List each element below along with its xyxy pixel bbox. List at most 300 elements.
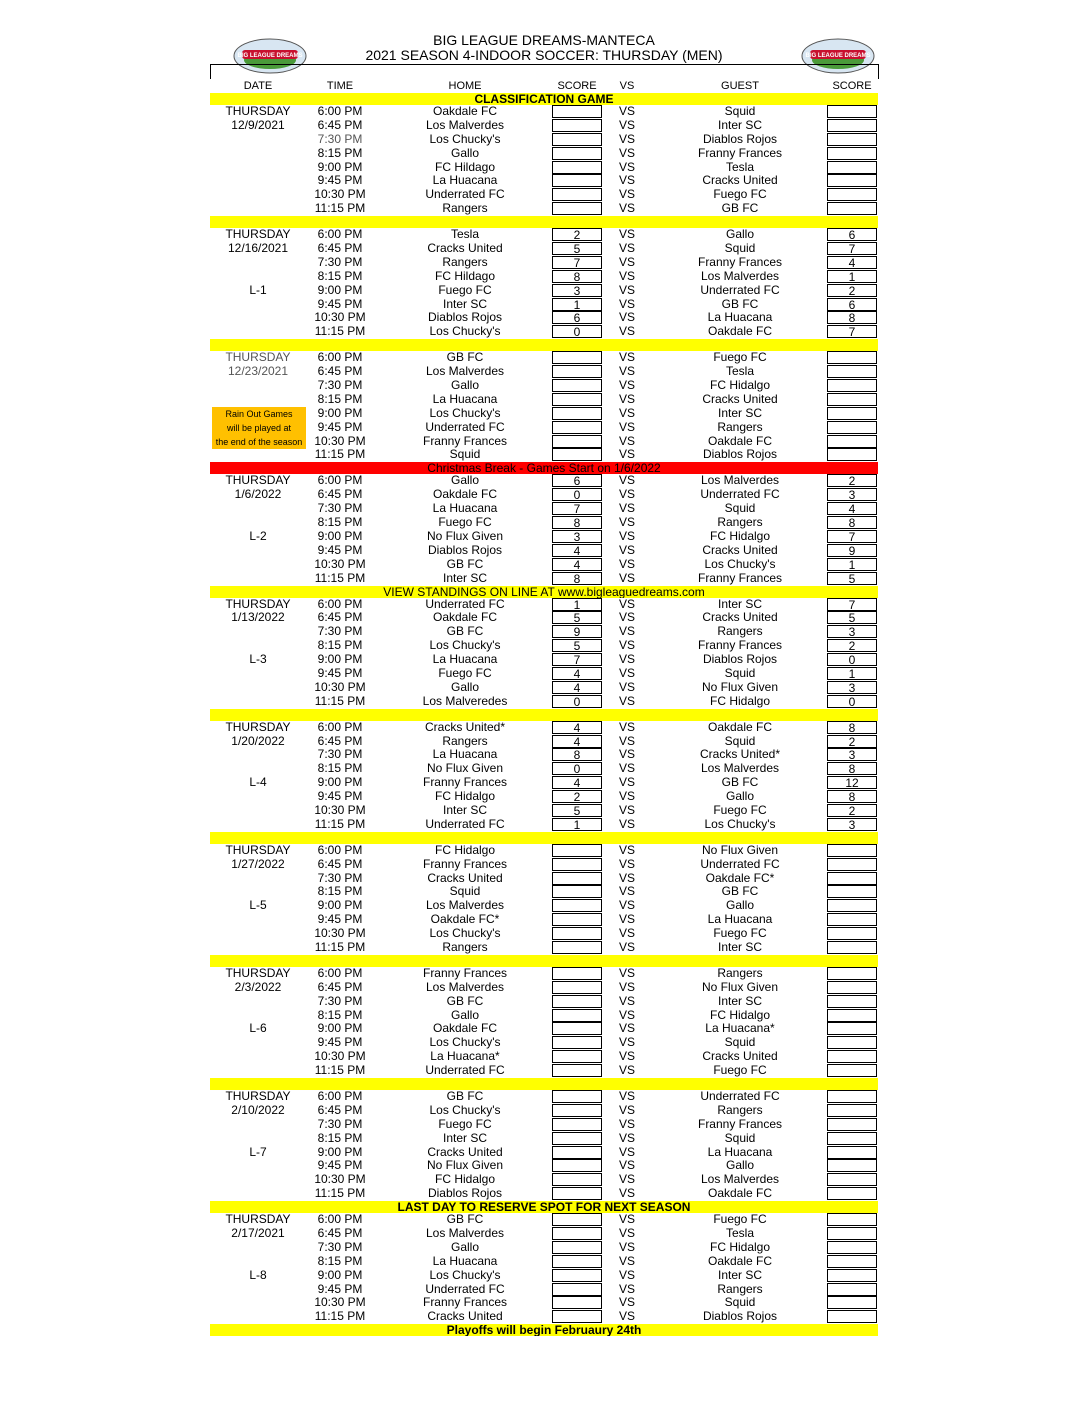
- game-row: [210, 133, 878, 147]
- game-time: 6:00 PM: [317, 842, 363, 857]
- home-score: 4: [552, 721, 602, 734]
- home-team: Los Chucky's: [429, 926, 501, 941]
- game-row: [210, 762, 878, 776]
- game-time: 9:45 PM: [317, 296, 363, 311]
- guest-score: 2: [827, 474, 877, 487]
- guest-team: Rangers: [717, 624, 763, 639]
- home-score: [552, 1296, 602, 1309]
- home-team: FC Hidalgo: [434, 1172, 496, 1187]
- home-score: 5: [552, 639, 602, 652]
- game-row: [210, 516, 878, 530]
- game-row: [210, 625, 878, 639]
- home-team: La Huacana: [432, 173, 498, 188]
- guest-score: [827, 1159, 877, 1172]
- rainout-line: the end of the season: [215, 436, 303, 447]
- week-label: L-2: [249, 528, 267, 543]
- week-block: [210, 1213, 878, 1324]
- home-team: Fuego FC: [438, 282, 492, 297]
- home-team: Fuego FC: [438, 665, 492, 680]
- guest-team: GB FC: [721, 201, 759, 216]
- vs-label: VS: [618, 1186, 635, 1201]
- vs-label: VS: [618, 378, 635, 393]
- home-score: 1: [552, 598, 602, 611]
- game-row: [210, 804, 878, 818]
- guest-team: Rangers: [717, 1102, 763, 1117]
- vs-label: VS: [618, 870, 635, 885]
- game-row: [210, 311, 878, 325]
- vs-label: VS: [618, 117, 635, 132]
- home-score: 1: [552, 818, 602, 831]
- vs-label: VS: [618, 310, 635, 325]
- game-row: [210, 407, 878, 421]
- game-time: 7:30 PM: [317, 131, 363, 146]
- game-time: 6:45 PM: [317, 117, 363, 132]
- game-row: [210, 1213, 878, 1227]
- home-team: Diablos Rojos: [427, 542, 503, 557]
- guest-team: FC Hidalgo: [709, 378, 771, 393]
- game-time: 7:30 PM: [317, 254, 363, 269]
- guest-team: Oakdale FC: [707, 433, 773, 448]
- guest-team: Squid: [724, 104, 756, 118]
- game-row: [210, 748, 878, 762]
- guest-score: [827, 1213, 877, 1226]
- vs-label: VS: [618, 405, 635, 420]
- page-subtitle: 2021 SEASON 4-INDOOR SOCCER: THURSDAY (MEN): [365, 47, 723, 63]
- guest-score: [827, 899, 877, 912]
- guest-score: [827, 1090, 877, 1103]
- vs-label: VS: [618, 816, 635, 831]
- game-time: 7:30 PM: [317, 378, 363, 393]
- guest-score: 3: [827, 818, 877, 831]
- game-row: [210, 228, 878, 242]
- home-team: No Flux Given: [426, 528, 504, 543]
- guest-score: 3: [827, 625, 877, 638]
- vs-label: VS: [618, 104, 635, 118]
- game-time: 6:00 PM: [317, 473, 363, 488]
- home-team: Rangers: [442, 254, 488, 269]
- game-time: 6:45 PM: [317, 1102, 363, 1117]
- game-time: 7:30 PM: [317, 624, 363, 639]
- home-team: Squid: [449, 447, 481, 462]
- home-score: [552, 1173, 602, 1186]
- game-row: [210, 885, 878, 899]
- guest-team: Squid: [724, 501, 756, 516]
- game-time: 9:00 PM: [317, 1021, 363, 1036]
- banner-playoffs: Playoffs will begin Februaury 24th: [210, 1324, 878, 1336]
- game-time: 6:00 PM: [317, 227, 363, 242]
- guest-team: GB FC: [721, 775, 759, 790]
- vs-label: VS: [618, 693, 635, 708]
- game-row: [210, 941, 878, 955]
- game-time: 11:15 PM: [314, 816, 366, 831]
- vs-label: VS: [618, 775, 635, 790]
- week-date: 12/23/2021: [227, 364, 289, 379]
- vs-label: VS: [618, 652, 635, 667]
- guest-team: No Flux Given: [701, 842, 779, 857]
- week-block: [210, 228, 878, 339]
- guest-team: Los Malverdes: [700, 473, 780, 488]
- game-row: [210, 256, 878, 270]
- game-row: [210, 681, 878, 695]
- vs-label: VS: [618, 993, 635, 1008]
- guest-team: Fuego FC: [713, 187, 767, 202]
- home-score: [552, 1213, 602, 1226]
- home-team: Gallo: [450, 145, 479, 160]
- home-score: 0: [552, 325, 602, 338]
- home-score: [552, 1132, 602, 1145]
- home-score: 3: [552, 530, 602, 543]
- game-row: [210, 379, 878, 393]
- guest-team: Diablos Rojos: [702, 131, 778, 146]
- home-score: 4: [552, 776, 602, 789]
- home-team: FC Hidalgo: [434, 789, 496, 804]
- home-team: Cracks United: [427, 870, 503, 885]
- week-separator: [210, 339, 878, 351]
- guest-team: Gallo: [725, 1158, 754, 1173]
- guest-team: Underrated FC: [700, 1089, 780, 1103]
- guest-team: Cracks United: [702, 1049, 778, 1064]
- guest-score: [827, 1173, 877, 1186]
- home-score: [552, 407, 602, 420]
- game-row: [210, 1022, 878, 1036]
- guest-score: 8: [827, 790, 877, 803]
- home-team: Gallo: [450, 473, 479, 488]
- guest-score: [827, 1255, 877, 1268]
- game-row: [210, 488, 878, 502]
- vs-label: VS: [618, 173, 635, 188]
- home-score: [552, 981, 602, 994]
- vs-label: VS: [618, 939, 635, 954]
- game-row: [210, 572, 878, 586]
- guest-score: [827, 941, 877, 954]
- home-score: 4: [552, 667, 602, 680]
- home-score: [552, 1187, 602, 1200]
- week-date: 2/10/2022: [231, 1102, 285, 1117]
- guest-team: Underrated FC: [700, 856, 780, 871]
- home-score: 5: [552, 611, 602, 624]
- guest-team: Franny Frances: [697, 638, 783, 653]
- guest-score: [827, 379, 877, 392]
- home-score: [552, 1146, 602, 1159]
- guest-score: [827, 202, 877, 215]
- home-team: GB FC: [446, 556, 484, 571]
- vs-label: VS: [618, 1295, 635, 1310]
- home-team: Cracks United*: [424, 719, 506, 734]
- col-time: TIME: [326, 80, 354, 92]
- guest-score: 7: [827, 530, 877, 543]
- banner-reserve: LAST DAY TO RESERVE SPOT FOR NEXT SEASON: [210, 1201, 878, 1213]
- home-team: Los Malverdes: [425, 898, 505, 913]
- home-score: [552, 1269, 602, 1282]
- guest-team: Squid: [724, 241, 756, 256]
- game-row: [210, 1187, 878, 1201]
- vs-label: VS: [618, 296, 635, 311]
- game-time: 6:00 PM: [317, 350, 363, 365]
- guest-team: La Huacana: [707, 1144, 773, 1159]
- home-team: Tesla: [450, 227, 479, 242]
- guest-team: Gallo: [725, 227, 754, 242]
- vs-label: VS: [618, 145, 635, 160]
- guest-team: Rangers: [717, 965, 763, 980]
- home-score: 8: [552, 748, 602, 761]
- home-score: [552, 1064, 602, 1077]
- game-row: [210, 995, 878, 1009]
- week-block: [210, 474, 878, 585]
- game-row: [210, 1050, 878, 1064]
- guest-team: Oakdale FC: [707, 1253, 773, 1268]
- home-score: 1: [552, 298, 602, 311]
- home-team: No Flux Given: [426, 761, 504, 776]
- vs-label: VS: [618, 501, 635, 516]
- guest-team: No Flux Given: [701, 679, 779, 694]
- game-time: 6:00 PM: [317, 1212, 363, 1227]
- game-time: 8:15 PM: [317, 145, 363, 160]
- guest-team: Cracks United: [702, 391, 778, 406]
- game-time: 10:30 PM: [314, 187, 366, 202]
- guest-score: [827, 1009, 877, 1022]
- home-score: 0: [552, 488, 602, 501]
- game-time: 9:45 PM: [317, 912, 363, 927]
- guest-team: Los Chucky's: [704, 816, 776, 831]
- game-time: 9:45 PM: [317, 1158, 363, 1173]
- home-team: Franny Frances: [422, 775, 508, 790]
- home-score: [552, 995, 602, 1008]
- svg-text:BIG LEAGUE DREAMS: BIG LEAGUE DREAMS: [237, 53, 303, 59]
- guest-score: 2: [827, 284, 877, 297]
- guest-score: 1: [827, 558, 877, 571]
- game-row: [210, 1104, 878, 1118]
- home-team: FC Hildago: [434, 159, 496, 174]
- game-time: 6:45 PM: [317, 733, 363, 748]
- game-time: 11:15 PM: [314, 1309, 366, 1324]
- home-score: [552, 379, 602, 392]
- vs-label: VS: [618, 570, 635, 585]
- game-time: 10:30 PM: [314, 1172, 366, 1187]
- guest-team: Oakdale FC: [707, 324, 773, 339]
- game-row: [210, 421, 878, 435]
- game-time: 9:00 PM: [317, 898, 363, 913]
- home-team: Underrated FC: [425, 419, 505, 434]
- guest-team: Franny Frances: [697, 145, 783, 160]
- week-separator: [210, 216, 878, 228]
- home-score: 4: [552, 544, 602, 557]
- game-row: [210, 844, 878, 858]
- game-row: [210, 927, 878, 941]
- vs-label: VS: [618, 926, 635, 941]
- vs-label: VS: [618, 419, 635, 434]
- week-date: 1/20/2022: [231, 733, 285, 748]
- guest-team: Inter SC: [717, 1267, 762, 1282]
- home-team: Cracks United: [427, 1144, 503, 1159]
- banner-christmas: Christmas Break - Games Start on 1/6/2022: [210, 462, 878, 474]
- guest-team: Tesla: [725, 1226, 754, 1241]
- game-row: [210, 474, 878, 488]
- col-home-score: SCORE: [557, 80, 597, 92]
- home-score: [552, 1050, 602, 1063]
- game-time: 9:00 PM: [317, 1144, 363, 1159]
- guest-team: No Flux Given: [701, 979, 779, 994]
- home-team: Oakdale FC: [432, 610, 498, 625]
- home-team: La Huacana: [432, 501, 498, 516]
- game-row: [210, 242, 878, 256]
- col-vs: VS: [619, 80, 635, 92]
- vs-label: VS: [618, 912, 635, 927]
- home-team: GB FC: [446, 350, 484, 365]
- guest-score: 5: [827, 611, 877, 624]
- week-block: [210, 967, 878, 1078]
- rainout-line: will be played at: [226, 422, 292, 433]
- home-team: Underrated FC: [425, 187, 505, 202]
- game-time: 6:45 PM: [317, 856, 363, 871]
- guest-team: Fuego FC: [713, 1212, 767, 1227]
- guest-team: Franny Frances: [697, 570, 783, 585]
- game-time: 10:30 PM: [314, 556, 366, 571]
- vs-label: VS: [618, 131, 635, 146]
- home-team: Diablos Rojos: [427, 1186, 503, 1201]
- game-row: [210, 776, 878, 790]
- home-score: 6: [552, 311, 602, 324]
- week-block: [210, 598, 878, 709]
- vs-label: VS: [618, 596, 635, 611]
- vs-label: VS: [618, 1267, 635, 1282]
- home-score: [552, 147, 602, 160]
- game-time: 9:00 PM: [317, 405, 363, 420]
- vs-label: VS: [618, 733, 635, 748]
- game-time: 6:00 PM: [317, 719, 363, 734]
- vs-label: VS: [618, 610, 635, 625]
- game-time: 9:00 PM: [317, 652, 363, 667]
- game-time: 11:15 PM: [314, 1063, 366, 1078]
- week-day: THURSDAY: [225, 965, 291, 980]
- week-label: L-6: [249, 1021, 267, 1036]
- week-date: 1/13/2022: [231, 610, 285, 625]
- week-day: THURSDAY: [225, 596, 291, 611]
- game-row: [210, 188, 878, 202]
- week-day: THURSDAY: [225, 104, 291, 118]
- game-time: 6:00 PM: [317, 596, 363, 611]
- game-row: [210, 1227, 878, 1241]
- home-team: Oakdale FC: [432, 487, 498, 502]
- game-row: [210, 858, 878, 872]
- guest-score: [827, 161, 877, 174]
- home-score: [552, 913, 602, 926]
- vs-label: VS: [618, 1158, 635, 1173]
- home-team: Rangers: [442, 201, 488, 216]
- week-label: L-5: [249, 898, 267, 913]
- guest-team: Squid: [724, 665, 756, 680]
- home-score: [552, 1036, 602, 1049]
- game-time: 11:15 PM: [314, 201, 366, 216]
- home-score: [552, 927, 602, 940]
- home-team: Cracks United: [427, 241, 503, 256]
- vs-label: VS: [618, 556, 635, 571]
- game-row: [210, 1269, 878, 1283]
- home-score: 5: [552, 242, 602, 255]
- guest-team: Inter SC: [717, 993, 762, 1008]
- game-time: 8:15 PM: [317, 1007, 363, 1022]
- guest-team: Diablos Rojos: [702, 447, 778, 462]
- home-team: Inter SC: [442, 570, 487, 585]
- vs-label: VS: [618, 282, 635, 297]
- guest-team: Inter SC: [717, 117, 762, 132]
- home-team: Los Chucky's: [429, 1035, 501, 1050]
- game-time: 6:45 PM: [317, 1226, 363, 1241]
- home-score: [552, 858, 602, 871]
- game-time: 9:00 PM: [317, 775, 363, 790]
- guest-team: Inter SC: [717, 405, 762, 420]
- week-date: 12/16/2021: [227, 241, 289, 256]
- guest-score: 8: [827, 311, 877, 324]
- week-date: 2/17/2021: [231, 1226, 285, 1241]
- home-score: [552, 1227, 602, 1240]
- home-team: GB FC: [446, 1089, 484, 1103]
- guest-team: Rangers: [717, 419, 763, 434]
- home-score: [552, 161, 602, 174]
- vs-label: VS: [618, 1089, 635, 1103]
- game-row: [210, 558, 878, 572]
- guest-score: 1: [827, 270, 877, 283]
- guest-score: [827, 435, 877, 448]
- home-score: [552, 188, 602, 201]
- guest-score: [827, 981, 877, 994]
- guest-team: Fuego FC: [713, 802, 767, 817]
- game-row: [210, 365, 878, 379]
- game-time: 7:30 PM: [317, 993, 363, 1008]
- game-row: [210, 639, 878, 653]
- guest-score: 7: [827, 598, 877, 611]
- game-row: [210, 1310, 878, 1324]
- guest-score: [827, 448, 877, 461]
- game-time: 9:45 PM: [317, 173, 363, 188]
- week-day: THURSDAY: [225, 1089, 291, 1103]
- game-row: [210, 818, 878, 832]
- vs-label: VS: [618, 747, 635, 762]
- home-score: [552, 885, 602, 898]
- game-row: [210, 448, 878, 462]
- game-time: 9:00 PM: [317, 528, 363, 543]
- guest-team: Underrated FC: [700, 282, 780, 297]
- home-team: GB FC: [446, 993, 484, 1008]
- guest-team: Diablos Rojos: [702, 652, 778, 667]
- home-team: GB FC: [446, 1212, 484, 1227]
- game-row: [210, 611, 878, 625]
- vs-label: VS: [618, 979, 635, 994]
- game-time: 7:30 PM: [317, 1116, 363, 1131]
- vs-label: VS: [618, 842, 635, 857]
- home-score: [552, 105, 602, 118]
- home-team: Inter SC: [442, 1130, 487, 1145]
- guest-team: Fuego FC: [713, 926, 767, 941]
- vs-label: VS: [618, 679, 635, 694]
- game-time: 10:30 PM: [314, 433, 366, 448]
- home-score: 6: [552, 474, 602, 487]
- guest-score: [827, 421, 877, 434]
- guest-score: 6: [827, 298, 877, 311]
- home-score: 8: [552, 516, 602, 529]
- home-team: FC Hidalgo: [434, 842, 496, 857]
- vs-label: VS: [618, 324, 635, 339]
- game-time: 6:00 PM: [317, 104, 363, 118]
- home-team: Los Malverdes: [425, 364, 505, 379]
- week-separator: [210, 955, 878, 967]
- game-row: [210, 981, 878, 995]
- vs-label: VS: [618, 1035, 635, 1050]
- vs-label: VS: [618, 542, 635, 557]
- svg-text:BIG LEAGUE DREAMS: BIG LEAGUE DREAMS: [805, 53, 871, 59]
- week-label: L-3: [249, 652, 267, 667]
- guest-score: [827, 188, 877, 201]
- game-time: 9:00 PM: [317, 1267, 363, 1282]
